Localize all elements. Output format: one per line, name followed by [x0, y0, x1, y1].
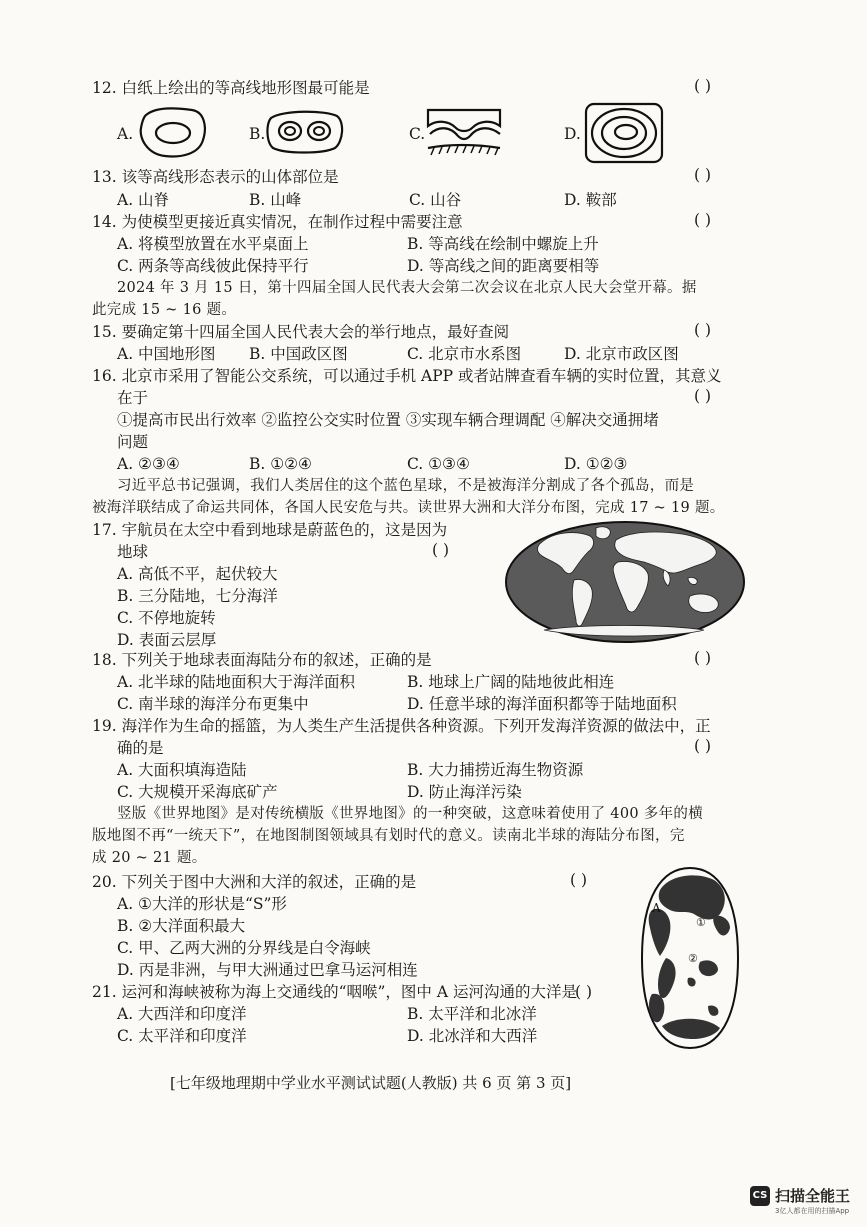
q12-bracket: ( ) — [694, 77, 712, 95]
q19-option-b: B. 大力捕捞近海生物资源 — [407, 761, 584, 779]
q19-option-d: D. 防止海洋污染 — [407, 783, 522, 801]
q16-items-line1: ①提高市民出行效率 ②监控公交实时位置 ③实现车辆合理调配 ④解决交通拥堵 — [117, 411, 659, 429]
scanner-app-name: 扫描全能王 — [775, 1187, 851, 1205]
q16-bracket: ( ) — [694, 387, 712, 405]
q16-option-d: D. ①②③ — [564, 455, 628, 473]
q20-option-a: A. ①大洋的形状是“S”形 — [117, 895, 287, 913]
q20-option-b: B. ②大洋面积最大 — [117, 917, 246, 935]
q16-option-a: A. ②③④ — [117, 455, 180, 473]
q18-stem: 18. 下列关于地球表面海陆分布的叙述，正确的是 — [92, 651, 432, 669]
q17-option-d: D. 表面云层厚 — [117, 631, 217, 649]
q19-stem-line1: 19. 海洋作为生命的摇篮，为人类生产生活提供各种资源。下列开发海洋资源的做法中，正 — [92, 717, 711, 735]
q21-option-b: B. 太平洋和北冰洋 — [407, 1005, 537, 1023]
q13-stem: 13. 该等高线形态表示的山体部位是 — [92, 168, 339, 186]
q19-bracket: ( ) — [694, 737, 712, 755]
q15-option-d: D. 北京市政区图 — [564, 345, 679, 363]
q12-label-a: A. — [117, 125, 134, 143]
intro-20-21-line2: 版地图不再“一统天下”，在地图制图领域具有划时代的意义。读南北半球的海陆分布图，完 — [92, 828, 685, 844]
q16-option-c: C. ①③④ — [407, 455, 470, 473]
q13-bracket: ( ) — [694, 166, 712, 184]
q14-option-b: B. 等高线在绘制中螺旋上升 — [407, 235, 599, 253]
q15-stem: 15. 要确定第十四届全国人民代表大会的举行地点，最好查阅 — [92, 323, 510, 341]
q18-bracket: ( ) — [694, 649, 712, 667]
q13-option-b: B. 山峰 — [249, 191, 302, 209]
q21-stem: 21. 运河和海峡被称为海上交通线的“咽喉”，图中 A 运河沟通的大洋是 — [92, 983, 577, 1001]
q16-stem-line2: 在于 — [117, 389, 149, 407]
q20-option-d: D. 丙是非洲，与甲大洲通过巴拿马运河相连 — [117, 961, 418, 979]
intro-15-16-line1: 2024 年 3 月 15 日，第十四届全国人民代表大会第二次会议在北京人民大会堂开幕。据 — [117, 280, 697, 296]
q16-option-b: B. ①②④ — [249, 455, 312, 473]
q18-option-a: A. 北半球的陆地面积大于海洋面积 — [117, 673, 356, 691]
q20-option-c: C. 甲、乙两大洲的分界线是白令海峡 — [117, 939, 371, 957]
q16-items-line2: 问题 — [117, 433, 149, 451]
intro-17-19-line2: 被海洋联结成了命运共同体，各国人民安危与共。读世界大洲和大洋分布图，完成 17 ~ 19 题。 — [92, 500, 725, 516]
q12-label-b: B. — [249, 125, 266, 143]
q13-option-d: D. 鞍部 — [564, 191, 617, 209]
scanner-logo-icon: CS — [750, 1186, 770, 1206]
contour-figure-c — [424, 104, 504, 160]
q15-option-b: B. 中国政区图 — [249, 345, 348, 363]
q20-bracket: ( ) — [570, 871, 588, 889]
q20-stem: 20. 下列关于图中大洲和大洋的叙述，正确的是 — [92, 873, 417, 891]
q14-stem: 14. 为使模型更接近真实情况，在制作过程中需要注意 — [92, 213, 463, 231]
q21-option-d: D. 北冰洋和大西洋 — [407, 1027, 538, 1045]
q16-stem-line1: 16. 北京市采用了智能公交系统，可以通过手机 APP 或者站牌查看车辆的实时位置，其意义 — [92, 367, 722, 385]
map2-label-ocean-1: ① — [696, 916, 706, 929]
q19-stem-line2: 确的是 — [117, 739, 164, 757]
q15-bracket: ( ) — [694, 321, 712, 339]
world-continents-oceans-map — [504, 520, 746, 644]
q12-label-c: C. — [409, 125, 426, 143]
q19-option-a: A. 大面积填海造陆 — [117, 761, 247, 779]
q12-stem: 12. 白纸上绘出的等高线地形图最可能是 — [92, 79, 370, 97]
q14-bracket: ( ) — [694, 211, 712, 229]
q18-option-d: D. 任意半球的海洋面积都等于陆地面积 — [407, 695, 677, 713]
intro-20-21-line1: 竖版《世界地图》是对传统横版《世界地图》的一种突破，这意味着使用了 400 多年的横 — [117, 806, 703, 822]
q18-option-b: B. 地球上广阔的陆地彼此相连 — [407, 673, 615, 691]
q19-option-c: C. 大规模开采海底矿产 — [117, 783, 278, 801]
q17-stem-line1: 17. 宇航员在太空中看到地球是蔚蓝色的，这是因为 — [92, 521, 448, 539]
q21-option-a: A. 大西洋和印度洋 — [117, 1005, 247, 1023]
q12-label-d: D. — [564, 125, 581, 143]
q21-bracket: ( ) — [575, 983, 593, 1001]
q13-option-c: C. 山谷 — [409, 191, 462, 209]
map2-label-ocean-2: ② — [688, 952, 698, 965]
page-footer: [七年级地理期中学业水平测试试题(人教版) 共 6 页 第 3 页] — [170, 1074, 572, 1092]
scanner-watermark — [745, 1182, 860, 1222]
q14-option-c: C. 两条等高线彼此保持平行 — [117, 257, 309, 275]
q15-option-a: A. 中国地形图 — [117, 345, 216, 363]
q15-option-c: C. 北京市水系图 — [407, 345, 522, 363]
map2-label-a: A — [652, 901, 661, 915]
contour-figure-a — [137, 104, 211, 162]
q17-bracket: ( ) — [432, 541, 450, 559]
q17-stem-line2: 地球 — [117, 543, 149, 561]
vertical-world-map — [638, 866, 742, 1050]
q17-option-b: B. 三分陆地，七分海洋 — [117, 587, 278, 605]
q14-option-d: D. 等高线之间的距离要相等 — [407, 257, 600, 275]
scanner-tagline: 3亿人都在用的扫描App — [775, 1207, 850, 1215]
q21-option-c: C. 太平洋和印度洋 — [117, 1027, 247, 1045]
contour-figure-b — [265, 108, 345, 154]
q17-option-a: A. 高低不平，起伏较大 — [117, 565, 278, 583]
contour-figure-d — [584, 102, 664, 164]
intro-15-16-line2: 此完成 15 ~ 16 题。 — [92, 302, 237, 318]
intro-17-19-line1: 习近平总书记强调，我们人类居住的这个蓝色星球，不是被海洋分割成了各个孤岛，而是 — [117, 478, 695, 494]
q18-option-c: C. 南半球的海洋分布更集中 — [117, 695, 309, 713]
q13-option-a: A. 山脊 — [117, 191, 170, 209]
intro-20-21-line3: 成 20 ~ 21 题。 — [92, 850, 207, 866]
q14-option-a: A. 将模型放置在水平桌面上 — [117, 235, 309, 253]
q17-option-c: C. 不停地旋转 — [117, 609, 216, 627]
